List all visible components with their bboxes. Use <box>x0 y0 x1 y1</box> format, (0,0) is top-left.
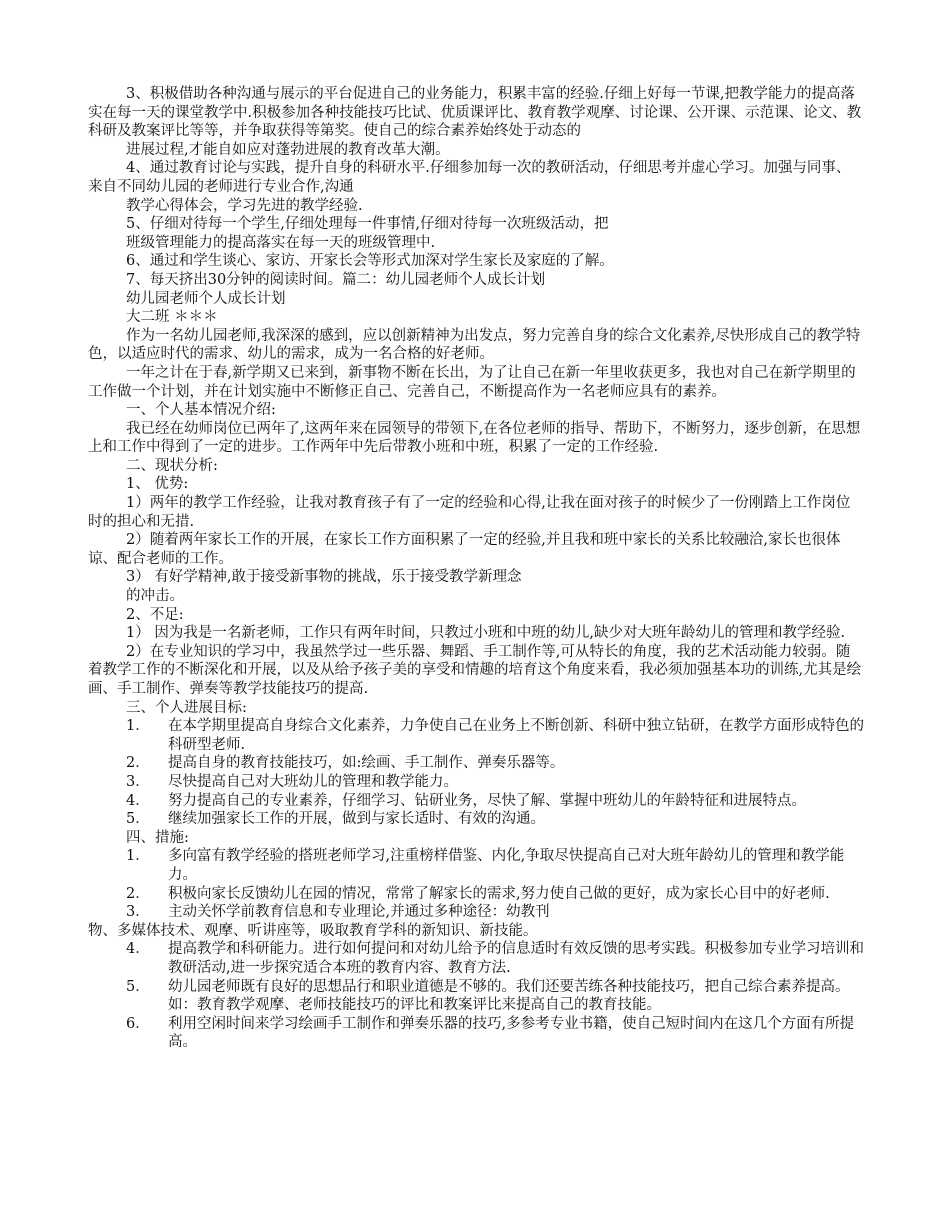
goal-item <box>88 754 864 773</box>
paragraph-continuation: 物、多媒体技术、观摩、听讲座等，吸取教育学科的新知识、新技能。 <box>88 922 538 939</box>
list-number: 1． <box>126 718 150 735</box>
list-text: 幼儿园老师既有良好的思想品行和职业道德是不够的。我们还要苦练各种技能技巧，把自己综合素养提高。如：教育教学观摩、老师技能技巧的评比和教案评比来提高自己的教育技能。 <box>168 978 850 1014</box>
author-line: 大二班 ＊＊＊ <box>126 309 218 326</box>
measure-item <box>88 940 864 977</box>
list-number: 5． <box>126 978 150 995</box>
measure-item <box>88 847 864 884</box>
document-title: 幼儿园老师个人成长计划 <box>126 290 286 307</box>
section-heading-2: 二、现状分析: <box>126 457 218 474</box>
list-number: 5． <box>126 811 150 828</box>
paragraph-continuation: 教学心得体会，学习先进的教学经验. <box>126 197 363 214</box>
list-text: 提高教学和科研能力。进行如何提问和对幼儿给予的信息适时有效反馈的思考实践。积极参加专业学习培训和教研活动,进一步探究适合本班的教育内容、教育方法. <box>168 941 864 976</box>
strength-item-3: 3） 有好学精神,敢于接受新事物的挑战，乐于接受教学新理念 <box>126 569 522 586</box>
section-heading-4: 四、措施: <box>126 829 189 846</box>
measure-item <box>88 885 864 904</box>
list-number: 4． <box>126 792 150 809</box>
list-number: 6． <box>126 1015 150 1032</box>
list-text: 多向富有教学经验的搭班老师学习,注重榜样借鉴、内化,争取尽快提高自己对大班年龄幼儿的管理和教学能力。 <box>168 848 845 883</box>
paragraph-item-5: 5、仔细对待每一个学生,仔细处理每一件事情,仔细对待每一次班级活动，把 <box>126 216 609 233</box>
measure-item <box>88 1015 864 1052</box>
paragraph-item-7: 7、每天挤出30分钟的阅读时间。篇二：幼儿园老师个人成长计划 <box>126 271 546 288</box>
list-text: 提高自身的教育技能技巧，如:绘画、手工制作、弹奏乐器等。 <box>168 755 565 772</box>
strength-item-1: 1）两年的教学工作经验，让我对教育孩子有了一定的经验和心得,让我在面对孩子的时候少了一份刚踏上工作岗位时的担心和无措. <box>88 495 851 530</box>
section-heading-3: 三、个人进展目标: <box>126 699 247 716</box>
measure-item <box>88 903 864 922</box>
list-number: 2． <box>126 755 150 772</box>
paragraph-continuation: 班级管理能力的提高落实在每一天的班级管理中. <box>126 234 436 251</box>
weakness-item-1: 1） 因为我是一名新老师，工作只有两年时间，只教过小班和中班的幼儿,缺少对大班年龄幼儿的管理和教学经验. <box>126 625 846 642</box>
paragraph-item-4: 4、通过教育讨论与实践，提升自身的科研水平.仔细参加每一次的教研活动，仔细思考并虚心学习。加强与同事、来自不同幼儿园的老师进行专业合作,沟通 <box>88 160 851 195</box>
list-text: 在本学期里提高自身综合文化素养，力争使自己在业务上不断创新、科研中独立钻研，在教学方面形成特色的科研型老师. <box>168 718 864 753</box>
goal-item <box>88 773 864 792</box>
list-number: 4． <box>126 941 150 958</box>
weakness-item-2: 2）在专业知识的学习中，我虽然学过一些乐器、舞蹈、手工制作等,可从特长的角度，我的艺术活动能力较弱。随着教学工作的不断深化和开展，以及从给予孩子美的享受和情趣的培育这个角度来看，我必须加强基本功的训练,尤其是绘画、手工制作、弹奏等教学技能技巧的提高. <box>88 643 862 697</box>
strength-item-2: 2）随着两年家长工作的开展，在家长工作方面积累了一定的经验,并且我和班中家长的关系比较融洽,家长也很体谅、配合老师的工作。 <box>88 532 841 567</box>
list-text: 积极向家长反馈幼儿在园的情况，常常了解家长的需求,努力使自己做的更好，成为家长心目中的好老师. <box>168 885 830 902</box>
goal-item <box>88 717 864 754</box>
list-number: 3． <box>126 904 150 921</box>
list-number: 2． <box>126 885 150 902</box>
paragraph-continuation: 进展过程,才能自如应对蓬勃进展的教育改革大潮。 <box>126 141 450 158</box>
paragraph-item-3: 3、积极借助各种沟通与展示的平台促进自己的业务能力，积累丰富的经验.仔细上好每一节课,把教学能力的提高落实在每一天的课堂教学中.积极参加各种技能技巧比试、优质课评比、教育教学观摩、讨论课、公开课、示范课、论文、教科研及教案评比等等，并争取获得等第奖。使自己的综合素养始终处于动态的 <box>88 86 862 140</box>
list-text: 努力提高自己的专业素养，仔细学习、钻研业务，尽快了解、掌握中班幼儿的年龄特征和进展特点。 <box>168 792 806 809</box>
section-heading-1: 一、个人基本情况介绍: <box>126 402 276 419</box>
list-number: 1． <box>126 848 150 865</box>
goal-item <box>88 810 864 829</box>
paragraph-item-6: 6、通过和学生谈心、家访、开家长会等形式加深对学生家长及家庭的了解。 <box>126 253 614 270</box>
list-number: 3． <box>126 773 150 790</box>
paragraph-continuation: 的冲击。 <box>126 588 184 605</box>
intro-paragraph-2: 一年之计在于春,新学期又已来到，新事物不断在长出，为了让自己在新一年里收获更多，我也对自己在新学期里的工作做一个计划，并在计划实施中不断修正自己、完善自己，不断提高作为一名老师应具有的素养。 <box>88 364 856 400</box>
measure-item <box>88 978 864 1015</box>
basic-info-paragraph: 我已经在幼师岗位已两年了,这两年来在园领导的带领下,在各位老师的指导、帮助下，不断努力，逐步创新，在思想上和工作中得到了一定的进步。工作两年中先后带教小班和中班，积累了一定的工作经验. <box>88 420 861 456</box>
intro-paragraph: 作为一名幼儿园老师,我深深的感到，应以创新精神为出发点，努力完善自身的综合文化素养,尽快形成自己的教学特色，以适应时代的需求、幼儿的需求，成为一名合格的好老师。 <box>88 327 861 363</box>
subheading-weaknesses: 2、不足: <box>126 606 184 623</box>
list-text: 主动关怀学前教育信息和专业理论,并通过多种途径：幼教刊 <box>168 904 550 921</box>
list-text: 继续加强家长工作的开展，做到与家长适时、有效的沟通。 <box>168 811 545 828</box>
subheading-strengths: 1、 优势: <box>126 476 189 493</box>
list-text: 利用空闲时间来学习绘画手工制作和弹奏乐器的技巧,多参考专业书籍，使自己短时间内在这几个方面有所提高。 <box>168 1015 855 1051</box>
list-text: 尽快提高自己对大班幼儿的管理和教学能力。 <box>168 773 458 790</box>
goal-item <box>88 792 864 811</box>
